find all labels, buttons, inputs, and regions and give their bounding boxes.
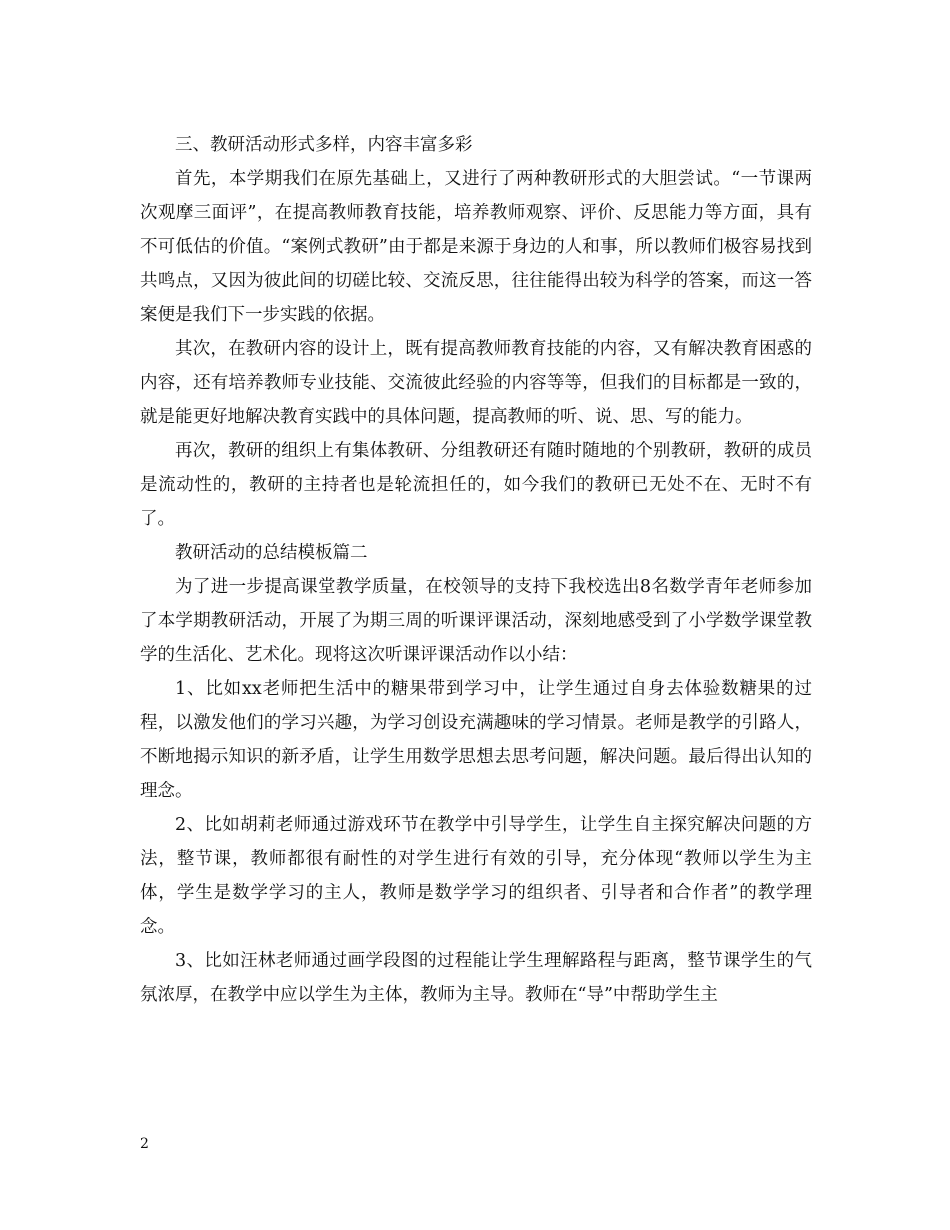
paragraph: 3、比如汪林老师通过画学段图的过程能让学生理解路程与距离，整节课学生的气氛浓厚，在教学中应以学生为主体，教师为主导。教师在“导”中帮助学生主	[140, 951, 812, 1005]
section-heading: 教研活动的总结模板篇二	[175, 543, 368, 563]
document-body	[140, 128, 812, 1012]
page-number: 2	[140, 1136, 149, 1152]
paragraph: 其次，在教研内容的设计上，既有提高教师教育技能的内容，又有解决教育困惑的内容，还有培养教师专业技能、交流彼此经验的内容等等，但我们的目标都是一致的，就是能更好地解决教育实践中的具体问题，提高教师的听、说、思、写的能力。	[140, 339, 812, 427]
paragraph: 为了进一步提高课堂教学质量，在校领导的支持下我校选出8名数学青年老师参加了本学期教研活动，开展了为期三周的听课评课活动，深刻地感受到了小学数学课堂教学的生活化、艺术化。现将这次听课评课活动作以小结：	[140, 577, 812, 665]
paragraph: 1、比如xx老师把生活中的糖果带到学习中，让学生通过自身去体验数糖果的过程，以激发他们的学习兴趣，为学习创设充满趣味的学习情景。老师是教学的引路人，不断地揭示知识的新矛盾，让学生用数学思想去思考问题，解决问题。最后得出认知的理念。	[140, 679, 812, 801]
paragraph: 2、比如胡莉老师通过游戏环节在教学中引导学生，让学生自主探究解决问题的方法，整节课，教师都很有耐性的对学生进行有效的引导，充分体现“教师以学生为主体，学生是数学学习的主人，教师是数学学习的组织者、引导者和合作者”的教学理念。	[140, 815, 812, 937]
paragraph: 再次，教研的组织上有集体教研、分组教研还有随时随地的个别教研，教研的成员是流动性的，教研的主持者也是轮流担任的，如今我们的教研已无处不在、无时不有了。	[140, 441, 812, 529]
paragraph: 首先，本学期我们在原先基础上，又进行了两种教研形式的大胆尝试。“一节课两次观摩三面评”，在提高教师教育技能，培养教师观察、评价、反思能力等方面，具有不可低估的价值。“案例式教研”由于都是来源于身边的人和事，所以教师们极容易找到共鸣点，又因为彼此间的切磋比较、交流反思，往往能得出较为科学的答案，而这一答案便是我们下一步实践的依据。	[140, 169, 812, 325]
section-heading: 三、教研活动形式多样，内容丰富多彩	[175, 135, 473, 155]
